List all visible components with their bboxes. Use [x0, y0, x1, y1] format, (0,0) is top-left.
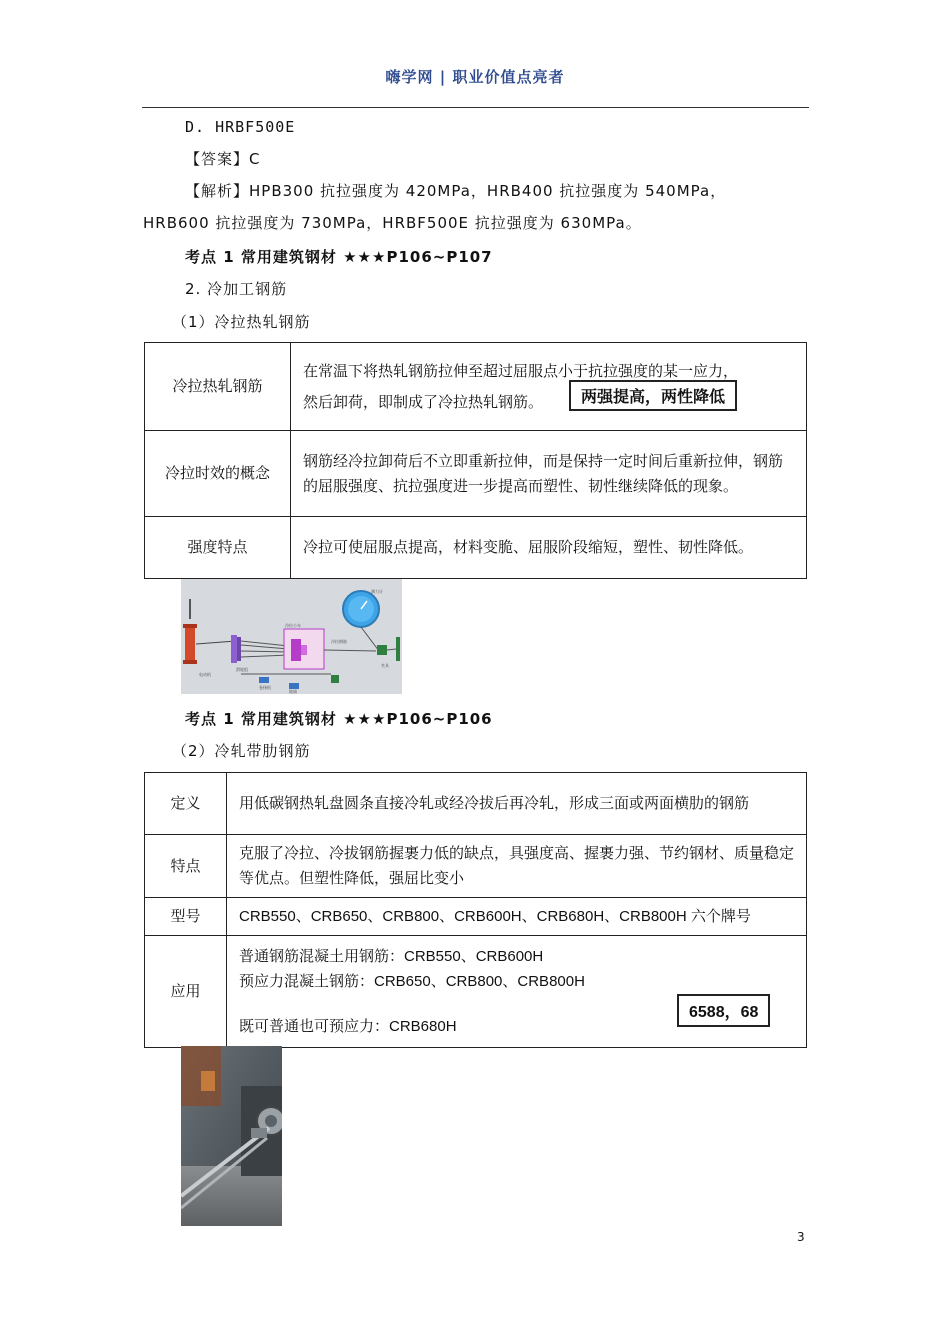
analysis-line-2: HRB600 抗拉强度为 730MPa，HRBF500E 抗拉强度为 630MPa。	[143, 214, 642, 232]
cold-drawing-diagram-svg	[181, 579, 402, 694]
row-label: 型号	[145, 898, 227, 936]
page-number: 3	[797, 1230, 805, 1244]
topic-heading-2: 考点 1 常用建筑钢材 ★★★P106~P106	[185, 710, 493, 728]
application-line-3: 既可普通也可预应力：CRB680H	[239, 1018, 457, 1035]
cold-drawing-diagram	[181, 579, 402, 694]
row-label: 应用	[145, 936, 227, 1048]
application-line-2: 预应力混凝土钢筋：CRB650、CRB800、CRB800H	[239, 973, 585, 990]
analysis-line-1: 【解析】HPB300 抗拉强度为 420MPa，HRB400 抗拉强度为 540MPa，	[185, 182, 727, 200]
table-row	[145, 898, 807, 936]
diagram-label: 卷扬机	[259, 685, 271, 690]
subsection-heading-2: （2）冷轧带肋钢筋	[172, 742, 311, 760]
table-row	[145, 517, 807, 579]
section-heading-2: 2. 冷加工钢筋	[185, 280, 288, 298]
answer-line: 【答案】C	[185, 150, 261, 168]
table-row	[145, 431, 807, 517]
diagram-label: 滑轮组	[236, 667, 248, 672]
subsection-heading-1: （1）冷拉热轧钢筋	[172, 313, 311, 331]
diagram-label: 夹具	[381, 663, 389, 668]
callout-box-1: 两强提高，两性降低	[569, 380, 737, 411]
row-label: 定义	[145, 773, 227, 835]
row-text: 用低碳钢热轧盘圆条直接冷轧或经冷拔后再冷轧，形成三面或两面横肋的钢筋	[227, 773, 807, 835]
diagram-label: 地锚	[289, 689, 297, 694]
row-text-line-b: 然后卸荷，即制成了冷拉热轧钢筋。	[303, 392, 544, 411]
table-row	[145, 773, 807, 835]
table-row	[145, 936, 807, 1048]
table-row	[145, 835, 807, 898]
cold-drawn-table	[144, 342, 807, 579]
row-label: 特点	[145, 835, 227, 898]
page-header-title: 嗨学网 | 职业价值点亮者	[385, 68, 565, 86]
diagram-label: 测力计	[371, 589, 383, 594]
row-label: 冷拉热轧钢筋	[145, 343, 291, 431]
header-divider	[142, 107, 809, 108]
row-text	[227, 936, 807, 1048]
diagram-label: 冷拉钢筋	[331, 639, 347, 644]
row-text: 冷拉可使屈服点提高，材料变脆、屈服阶段缩短，塑性、韧性降低。	[291, 517, 807, 579]
rolling-machine-photo-svg	[181, 1046, 282, 1226]
callout-box-2: 6588，68	[677, 994, 770, 1027]
row-label: 冷拉时效的概念	[145, 431, 291, 517]
row-text-line-a: 在常温下将热轧钢筋拉伸至超过屈服点小于抗拉强度的某一应力，	[303, 361, 739, 380]
diagram-label: 电动机	[199, 672, 211, 677]
row-text: 钢筋经冷拉卸荷后不立即重新拉伸，而是保持一定时间后重新拉伸，钢筋的屈服强度、抗拉强度进一步提高而塑性、韧性继续降低的现象。	[291, 431, 807, 517]
diagram-label: 冷拉小车	[285, 623, 301, 628]
topic-heading-1: 考点 1 常用建筑钢材 ★★★P106~P107	[185, 248, 493, 266]
rolling-machine-photo	[181, 1046, 282, 1226]
row-label: 强度特点	[145, 517, 291, 579]
option-d: D. HRBF500E	[185, 118, 296, 136]
row-text: 克服了冷拉、冷拔钢筋握裹力低的缺点，具强度高、握裹力强、节约钢材、质量稳定等优点。但塑性降低，强屈比变小	[227, 835, 807, 898]
application-line-1: 普通钢筋混凝土用钢筋：CRB550、CRB600H	[239, 948, 544, 965]
row-text: CRB550、CRB650、CRB800、CRB600H、CRB680H、CRB800H 六个牌号	[227, 898, 807, 936]
